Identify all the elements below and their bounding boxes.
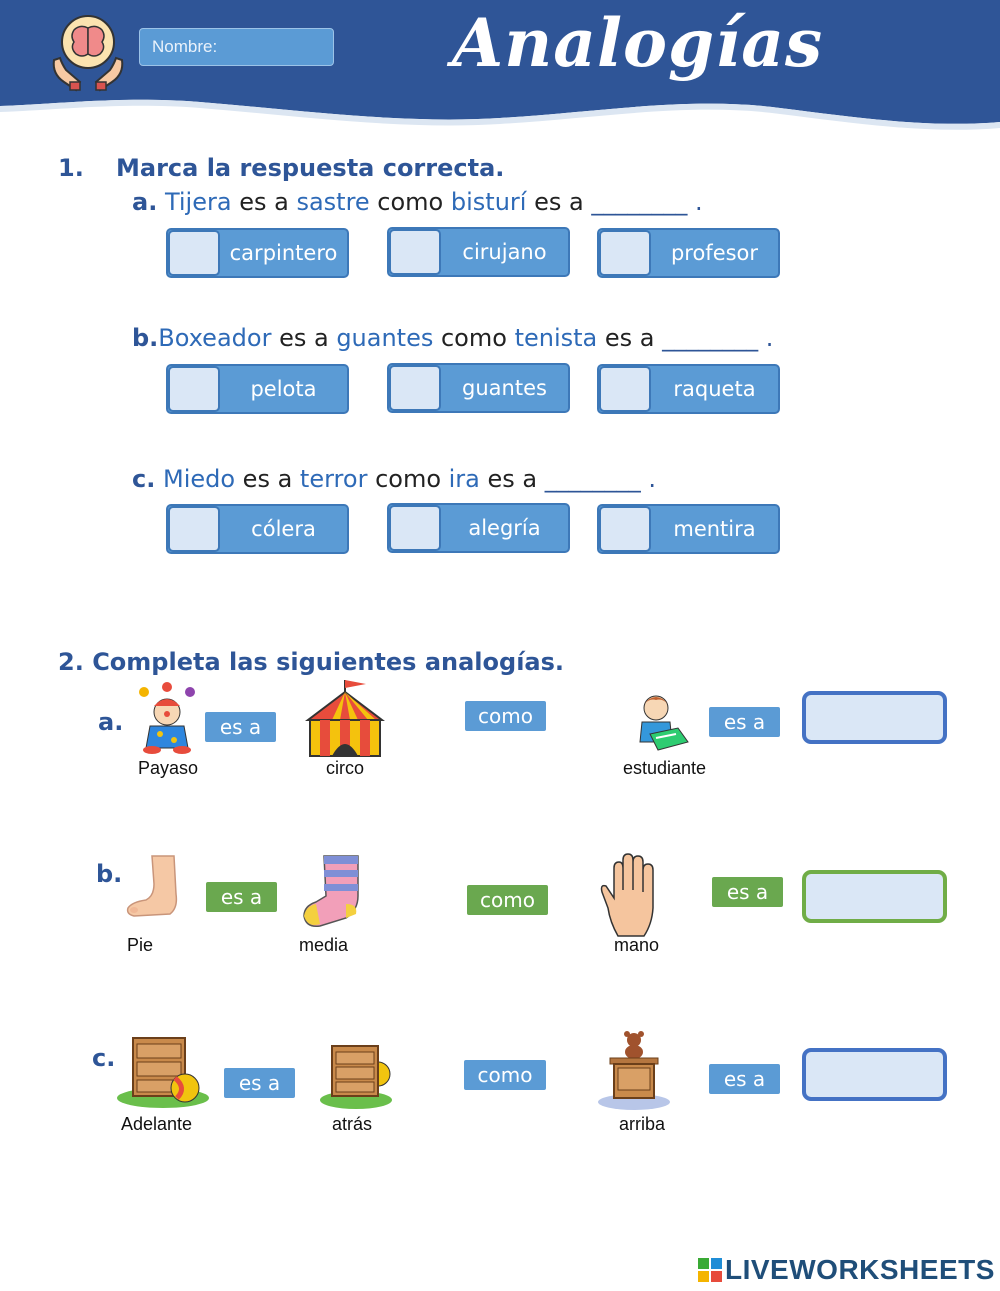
- es-a-tag: es a: [709, 1064, 780, 1094]
- section2-number: 2.: [58, 648, 84, 676]
- brand-text: LIVEWORKSHEETS: [725, 1254, 995, 1285]
- es-a-tag: es a: [206, 882, 277, 912]
- hand-icon: [598, 852, 668, 940]
- connector: como: [367, 465, 449, 493]
- caption-estudiante: estudiante: [623, 758, 707, 778]
- option-label: cólera: [251, 517, 316, 541]
- option-checkbox[interactable]: [168, 506, 220, 552]
- option-checkbox[interactable]: [389, 229, 441, 275]
- es-a-tag: es a: [224, 1068, 295, 1098]
- option-label: pelota: [250, 377, 317, 401]
- section1-instruction: Marca la respuesta correcta.: [116, 154, 505, 182]
- option-label: profesor: [670, 241, 759, 265]
- section2-instruction: Completa las siguientes analogías.: [92, 648, 565, 676]
- option-colera[interactable]: [166, 504, 349, 554]
- option-mentira[interactable]: [597, 504, 780, 554]
- dresser-ball-front-icon: [115, 1032, 211, 1112]
- analogy-word: Tijera: [164, 188, 232, 216]
- analogy-word: sastre: [296, 188, 370, 216]
- caption-pie: Pie: [127, 935, 154, 955]
- caption-circo: circo: [326, 758, 365, 778]
- option-cirujano[interactable]: [387, 227, 570, 277]
- connector: es a: [271, 324, 337, 352]
- connector: es a: [231, 188, 297, 216]
- clown-icon: [132, 682, 202, 754]
- row-letter-c: c.: [92, 1044, 116, 1072]
- como-tag: como: [464, 1060, 546, 1090]
- es-a-tag: es a: [712, 877, 783, 907]
- name-input[interactable]: Nombre:: [139, 28, 334, 66]
- option-checkbox[interactable]: [599, 366, 651, 412]
- row-letter-a: a.: [98, 708, 124, 736]
- answer-box-b[interactable]: [802, 870, 947, 923]
- analogy-word: guantes: [336, 324, 434, 352]
- option-pelota[interactable]: [166, 364, 349, 414]
- analogy-word: tenista: [514, 324, 598, 352]
- option-label: alegría: [468, 516, 541, 540]
- brain-hands-logo-icon: [46, 8, 130, 92]
- circus-tent-icon: [302, 676, 388, 760]
- dresser-ball-behind-icon: [318, 1040, 394, 1112]
- analogy-word: Boxeador: [158, 324, 272, 352]
- connector: como: [433, 324, 515, 352]
- liveworksheets-logo-icon: [697, 1257, 723, 1283]
- question-letter: b.: [132, 324, 159, 352]
- answer-blank: ________ .: [591, 188, 703, 216]
- question-a: [132, 188, 703, 216]
- header-banner: [0, 0, 1000, 140]
- option-label: guantes: [462, 376, 547, 400]
- option-guantes[interactable]: [387, 363, 570, 413]
- foot-icon: [124, 854, 188, 920]
- option-checkbox[interactable]: [168, 366, 220, 412]
- caption-payaso: Payaso: [138, 758, 199, 778]
- caption-media: media: [299, 935, 349, 955]
- answer-blank: ________ .: [662, 324, 774, 352]
- footer-brand: [697, 1254, 995, 1286]
- option-carpintero[interactable]: [166, 228, 349, 278]
- nightstand-bear-icon: [596, 1030, 672, 1112]
- analogy-word: bisturí: [450, 188, 527, 216]
- question-letter: c.: [132, 465, 156, 493]
- answer-box-a[interactable]: [802, 691, 947, 744]
- option-label: raqueta: [673, 377, 756, 401]
- es-a-tag: es a: [709, 707, 780, 737]
- option-checkbox[interactable]: [389, 365, 441, 411]
- option-label: cirujano: [462, 240, 547, 264]
- option-checkbox[interactable]: [599, 230, 651, 276]
- caption-atras: atrás: [332, 1114, 373, 1134]
- section2-heading: [58, 648, 564, 676]
- es-a-tag: es a: [205, 712, 276, 742]
- page-title: Analogías: [452, 4, 824, 82]
- connector: como: [369, 188, 451, 216]
- answer-box-c[interactable]: [802, 1048, 947, 1101]
- connector: es a: [479, 465, 545, 493]
- question-c: [132, 465, 656, 493]
- option-raqueta[interactable]: [597, 364, 780, 414]
- option-profesor[interactable]: [597, 228, 780, 278]
- analogy-word: ira: [448, 465, 480, 493]
- caption-adelante: Adelante: [121, 1114, 193, 1134]
- option-checkbox[interactable]: [599, 506, 651, 552]
- section1-number: 1.: [58, 154, 84, 182]
- connector: es a: [597, 324, 663, 352]
- option-checkbox[interactable]: [389, 505, 441, 551]
- caption-mano: mano: [614, 935, 660, 955]
- como-tag: como: [465, 701, 546, 731]
- analogy-word: Miedo: [162, 465, 236, 493]
- section1-heading: [58, 154, 504, 182]
- row-letter-b: b.: [96, 860, 123, 888]
- student-icon: [632, 690, 692, 756]
- caption-arriba: arriba: [619, 1114, 666, 1134]
- answer-blank: ________ .: [544, 465, 657, 493]
- connector: es a: [526, 188, 592, 216]
- option-checkbox[interactable]: [168, 230, 220, 276]
- sock-icon: [300, 852, 366, 930]
- connector: es a: [235, 465, 300, 493]
- option-label: mentira: [673, 517, 756, 541]
- analogy-word: terror: [299, 465, 368, 493]
- como-tag: como: [467, 885, 548, 915]
- question-b: [132, 324, 773, 352]
- option-alegria[interactable]: [387, 503, 570, 553]
- question-letter: a.: [132, 188, 158, 216]
- option-label: carpintero: [229, 241, 338, 265]
